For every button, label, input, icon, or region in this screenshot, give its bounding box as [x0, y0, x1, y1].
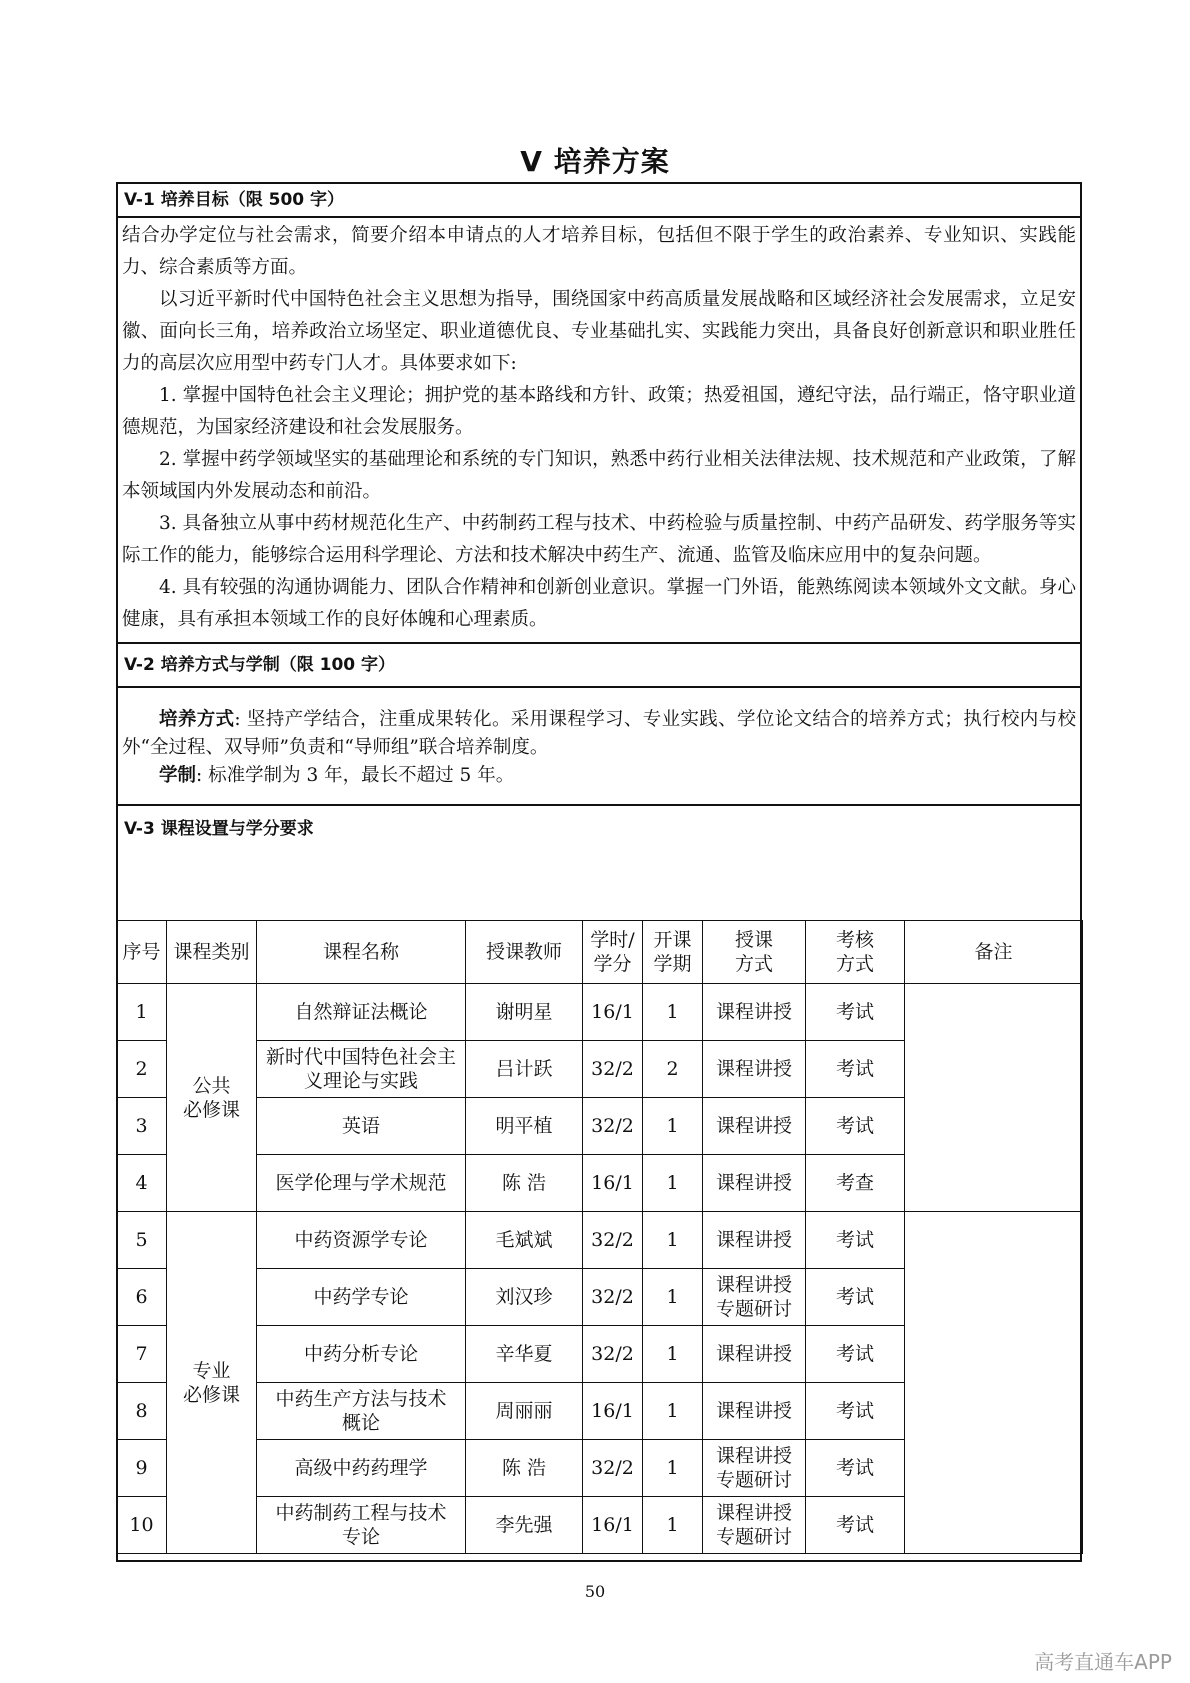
- course-name: 英语: [257, 1098, 466, 1155]
- teaching-method: 课程讲授: [703, 1155, 806, 1212]
- term: 2: [643, 1041, 703, 1098]
- divider: [118, 216, 1080, 218]
- teaching-method: 课程讲授 专题研讨: [703, 1269, 806, 1326]
- watermark: 高考直通车APP: [1034, 1650, 1172, 1674]
- hours-credits: 16/1: [583, 1383, 643, 1440]
- row-no: 2: [117, 1041, 167, 1098]
- course-name: 新时代中国特色社会主 义理论与实践: [257, 1041, 466, 1098]
- section-v1-instruction: 结合办学定位与社会需求，简要介绍本申请点的人才培养目标，包括但不限于学生的政治素养、专业知识、实践能力、综合素质等方面。: [122, 225, 1076, 278]
- teacher: 吕计跃: [466, 1041, 583, 1098]
- section-v3-heading: V-3 课程设置与学分要求: [124, 819, 314, 839]
- teaching-method: 课程讲授: [703, 1383, 806, 1440]
- objective-item: 2. 掌握中药学领域坚实的基础理论和系统的专门知识，熟悉中药行业相关法律法规、技术规范和产业政策，了解本领域国内外发展动态和前沿。: [122, 449, 1076, 502]
- section-v1-intro: 以习近平新时代中国特色社会主义思想为指导，围绕国家中药高质量发展战略和区域经济社会发展需求，立足安徽、面向长三角，培养政治立场坚定、职业道德优良、专业基础扎实、实践能力突出，具备良好创新意识和职业胜任力的高层次应用型中药专门人才。具体要求如下:: [122, 289, 1076, 374]
- teaching-method: 课程讲授: [703, 1326, 806, 1383]
- term: 1: [643, 1098, 703, 1155]
- remark-major: [905, 1212, 1083, 1554]
- category-public-required: 公共 必修课: [167, 984, 257, 1212]
- remark-public: [905, 984, 1083, 1212]
- section-v1-body: [122, 220, 1076, 636]
- hours-credits: 16/1: [583, 1155, 643, 1212]
- course-name: 中药制药工程与技术 专论: [257, 1497, 466, 1554]
- teacher: 辛华夏: [466, 1326, 583, 1383]
- row-no: 1: [117, 984, 167, 1041]
- term: 1: [643, 1383, 703, 1440]
- assessment: 考试: [806, 1383, 905, 1440]
- assessment: 考试: [806, 1326, 905, 1383]
- teaching-method: 课程讲授 专题研讨: [703, 1440, 806, 1497]
- assessment: 考试: [806, 1212, 905, 1269]
- course-name: 中药分析专论: [257, 1326, 466, 1383]
- row-no: 6: [117, 1269, 167, 1326]
- teaching-method: 课程讲授: [703, 984, 806, 1041]
- objective-item: 4. 具有较强的沟通协调能力、团队合作精神和创新创业意识。掌握一门外语，能熟练阅读本领域外文文献。身心健康，具有承担本领域工作的良好体魄和心理素质。: [122, 577, 1076, 630]
- section-v1-heading: V-1 培养目标（限 500 字）: [124, 190, 345, 210]
- section-v2-heading: V-2 培养方式与学制（限 100 字）: [124, 655, 396, 675]
- teaching-method: 课程讲授: [703, 1098, 806, 1155]
- header-term: 开课 学期: [643, 921, 703, 984]
- course-table: [116, 920, 1083, 1554]
- hours-credits: 16/1: [583, 984, 643, 1041]
- row-no: 7: [117, 1326, 167, 1383]
- assessment: 考试: [806, 1098, 905, 1155]
- objective-item: 1. 掌握中国特色社会主义理论；拥护党的基本路线和方针、政策；热爱祖国，遵纪守法，品行端正，恪守职业道德规范，为国家经济建设和社会发展服务。: [122, 385, 1076, 438]
- teacher: 谢明星: [466, 984, 583, 1041]
- course-name: 高级中药药理学: [257, 1440, 466, 1497]
- teaching-method: 课程讲授 专题研讨: [703, 1497, 806, 1554]
- assessment: 考试: [806, 1269, 905, 1326]
- assessment: 考试: [806, 984, 905, 1041]
- teacher: 周丽丽: [466, 1383, 583, 1440]
- header-assessment: 考核 方式: [806, 921, 905, 984]
- objective-item: 3. 具备独立从事中药材规范化生产、中药制药工程与技术、中药检验与质量控制、中药产品研发、药学服务等实际工作的能力，能够综合运用科学理论、方法和技术解决中药生产、流通、监管及临床应用中的复杂问题。: [122, 513, 1076, 566]
- teacher: 李先强: [466, 1497, 583, 1554]
- section-v2-body: [122, 706, 1076, 790]
- header-course-name: 课程名称: [257, 921, 466, 984]
- row-no: 9: [117, 1440, 167, 1497]
- header-hours-credits: 学时/ 学分: [583, 921, 643, 984]
- hours-credits: 32/2: [583, 1440, 643, 1497]
- row-no: 10: [117, 1497, 167, 1554]
- teaching-method: 课程讲授: [703, 1041, 806, 1098]
- table-row: [117, 984, 1083, 1041]
- row-no: 8: [117, 1383, 167, 1440]
- assessment: 考查: [806, 1155, 905, 1212]
- header-no: 序号: [117, 921, 167, 984]
- row-no: 5: [117, 1212, 167, 1269]
- hours-credits: 32/2: [583, 1098, 643, 1155]
- divider: [118, 686, 1080, 688]
- category-major-required: 专业 必修课: [167, 1212, 257, 1554]
- hours-credits: 32/2: [583, 1041, 643, 1098]
- header-category: 课程类别: [167, 921, 257, 984]
- hours-credits: 16/1: [583, 1497, 643, 1554]
- teacher: 毛斌斌: [466, 1212, 583, 1269]
- table-header-row: [117, 921, 1083, 984]
- header-remark: 备注: [905, 921, 1083, 984]
- hours-credits: 32/2: [583, 1212, 643, 1269]
- row-no: 4: [117, 1155, 167, 1212]
- training-plan-frame: [116, 182, 1082, 1562]
- assessment: 考试: [806, 1497, 905, 1554]
- study-duration: [122, 762, 1076, 790]
- study-duration-label: 学制: [159, 765, 197, 786]
- page-number: 50: [584, 1582, 606, 1601]
- training-mode-label: 培养方式: [159, 709, 235, 730]
- header-teacher: 授课教师: [466, 921, 583, 984]
- term: 1: [643, 1269, 703, 1326]
- teacher: 陈 浩: [466, 1155, 583, 1212]
- assessment: 考试: [806, 1440, 905, 1497]
- hours-credits: 32/2: [583, 1326, 643, 1383]
- teacher: 刘汉珍: [466, 1269, 583, 1326]
- table-row: [117, 1212, 1083, 1269]
- course-name: 医学伦理与学术规范: [257, 1155, 466, 1212]
- header-teaching-method: 授课 方式: [703, 921, 806, 984]
- teacher: 明平植: [466, 1098, 583, 1155]
- training-mode-text: : 坚持产学结合，注重成果转化。采用课程学习、专业实践、学位论文结合的培养方式；执行校内与校外“全过程、双导师”负责和“导师组”联合培养制度。: [122, 709, 1076, 758]
- term: 1: [643, 1155, 703, 1212]
- row-no: 3: [117, 1098, 167, 1155]
- course-name: 中药学专论: [257, 1269, 466, 1326]
- course-name: 中药资源学专论: [257, 1212, 466, 1269]
- teaching-method: 课程讲授: [703, 1212, 806, 1269]
- course-name: 自然辩证法概论: [257, 984, 466, 1041]
- term: 1: [643, 1440, 703, 1497]
- term: 1: [643, 1212, 703, 1269]
- term: 1: [643, 984, 703, 1041]
- training-mode: [122, 706, 1076, 762]
- term: 1: [643, 1497, 703, 1554]
- study-duration-text: : 标准学制为 3 年，最长不超过 5 年。: [196, 765, 515, 786]
- course-name: 中药生产方法与技术 概论: [257, 1383, 466, 1440]
- term: 1: [643, 1326, 703, 1383]
- page-title: V 培养方案: [520, 145, 670, 178]
- assessment: 考试: [806, 1041, 905, 1098]
- teacher: 陈 浩: [466, 1440, 583, 1497]
- hours-credits: 32/2: [583, 1269, 643, 1326]
